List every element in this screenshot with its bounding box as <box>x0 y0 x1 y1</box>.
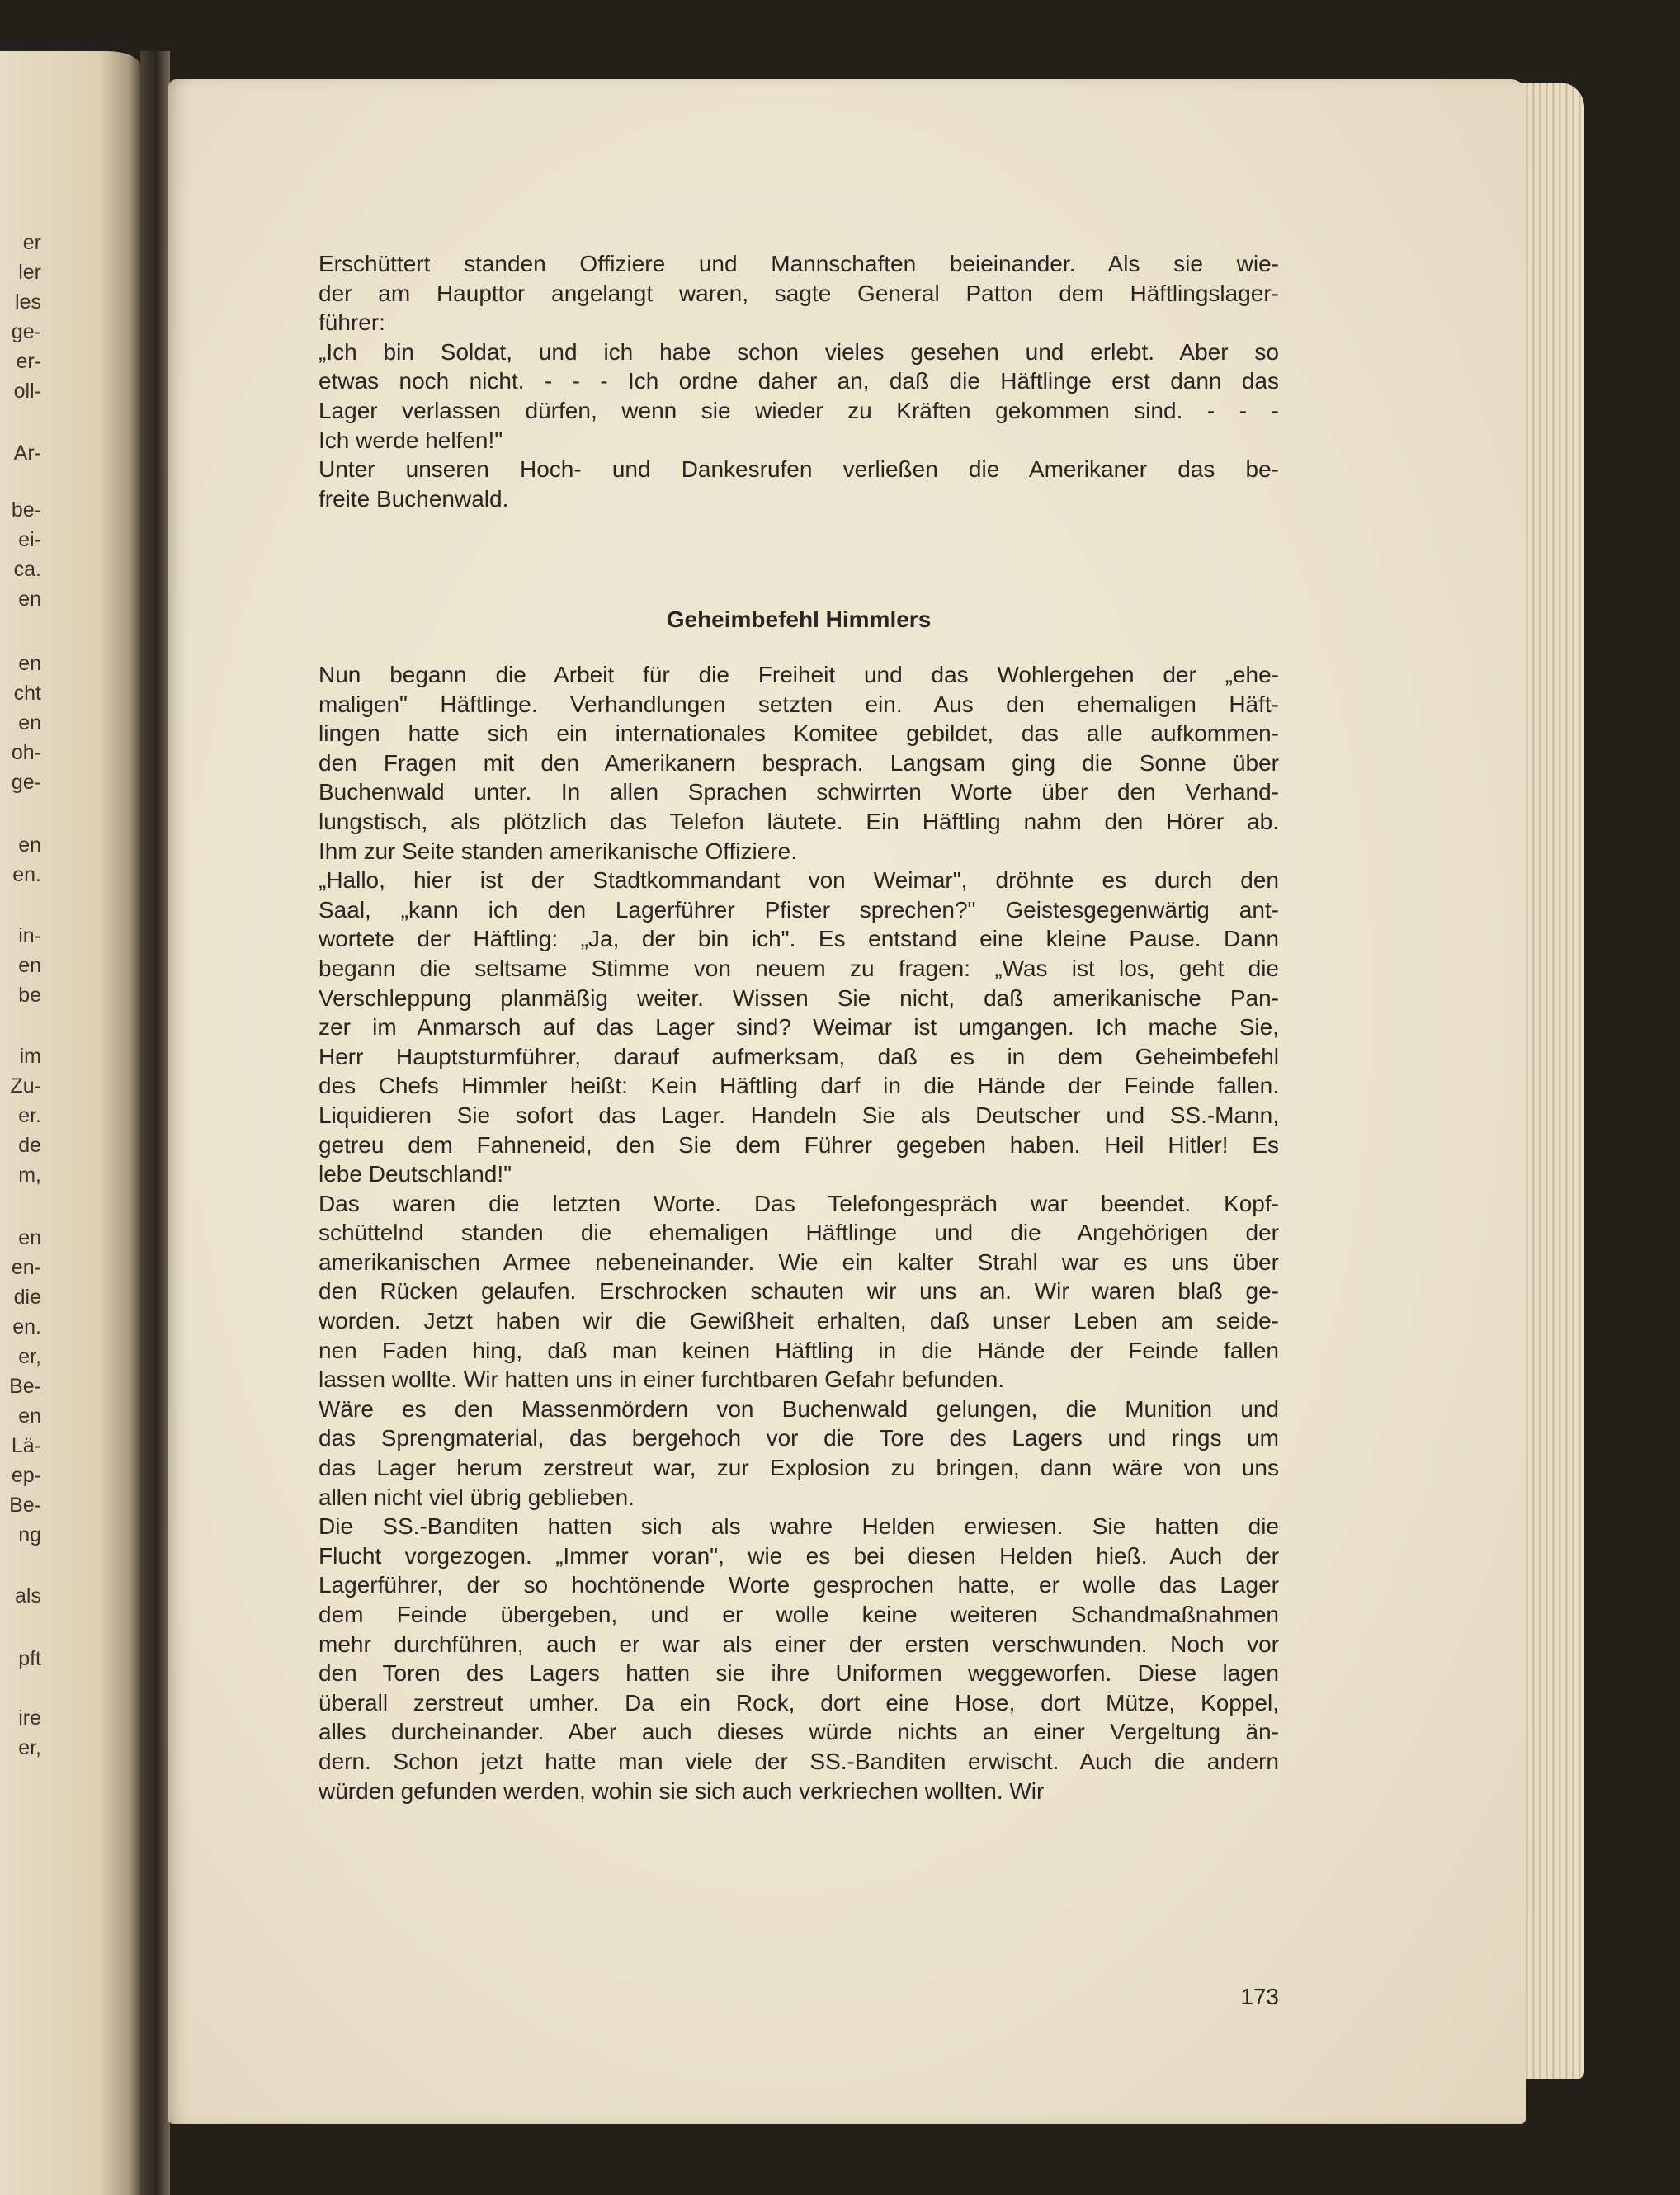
left-page-text-fragment: als <box>15 1584 41 1607</box>
text-line: „Ich bin Soldat, und ich habe schon vieles gesehen und erlebt. Aber so <box>319 338 1279 365</box>
text-line: Ihm zur Seite standen amerikanische Offiziere. <box>319 838 797 864</box>
text-line: schüttelnd standen die ehemaligen Häftlinge und die Angehörigen der <box>319 1220 1279 1246</box>
left-page-text-fragment: in- <box>18 924 41 947</box>
left-page-text-fragment: er <box>22 231 41 254</box>
left-page-text-fragment: Be- <box>9 1494 41 1517</box>
paragraph <box>319 1512 1279 1806</box>
text-line: lingen hatte sich ein internationales Komitee gebildet, das alle aufkommen- <box>319 720 1279 747</box>
left-page-text-fragment: de <box>18 1134 41 1157</box>
text-line: den Rücken gelaufen. Erschrocken schauten wir uns an. Wir waren blaß ge- <box>319 1278 1279 1305</box>
left-page-text-fragment: en <box>18 833 41 857</box>
left-page-text-fragment: en <box>18 652 41 675</box>
paragraph <box>319 660 1279 866</box>
text-line: lassen wollte. Wir hatten uns in einer furchtbaren Gefahr befunden. <box>319 1367 1005 1393</box>
section-heading: Geheimbefehl Himmlers <box>666 607 932 632</box>
left-page-text-fragment: ire <box>18 1706 41 1730</box>
text-line: etwas noch nicht. - - - Ich ordne daher an, daß die Häftlinge erst dann das <box>319 368 1279 394</box>
left-page-text-fragment: er. <box>18 1104 41 1127</box>
left-page-text-fragment: Zu- <box>10 1074 41 1098</box>
book-gutter <box>140 51 170 2195</box>
text-line: „Hallo, hier ist der Stadtkommandant von Weimar", dröhnte es durch den <box>319 867 1279 894</box>
text-line: Erschüttert standen Offiziere und Mannschaften beieinander. Als sie wie- <box>319 251 1279 276</box>
text-line: Flucht vorgezogen. „Immer voran", wie es bei diesen Helden hieß. Auch der <box>319 1542 1279 1569</box>
paragraph <box>319 455 1279 513</box>
text-line: Wäre es den Massenmördern von Buchenwald gelungen, die Munition und <box>319 1395 1279 1422</box>
left-page-text-fragment: be- <box>11 498 41 522</box>
left-page-text-fragment: er, <box>18 1345 41 1368</box>
text-line: Unter unseren Hoch- und Dankesrufen verließen die Amerikaner das be- <box>319 456 1279 483</box>
text-line: Lagerführer, der so hochtönende Worte gesprochen hatte, er wolle das Lager <box>319 1572 1279 1598</box>
left-page-text-fragment: ng <box>18 1523 41 1546</box>
paragraph <box>319 338 1279 455</box>
text-line: wortete der Häftling: „Ja, der bin ich". Es entstand eine kleine Pause. Dann <box>319 926 1279 952</box>
left-page-text-fragment: m, <box>18 1164 41 1187</box>
left-page-text-fragment: en. <box>12 863 41 886</box>
left-page-text-fragment: en- <box>11 1256 41 1279</box>
text-line: allen nicht viel übrig geblieben. <box>319 1484 635 1510</box>
paragraph <box>319 249 1279 338</box>
left-page-text-fragment: Lä- <box>11 1434 41 1457</box>
left-page-text-fragment: be <box>18 984 41 1007</box>
paragraph <box>319 866 1279 1189</box>
text-line: nen Faden hing, daß man keinen Häftling in die Hände der Feinde fallen <box>319 1337 1279 1363</box>
left-page-text-fragment: er, <box>18 1736 41 1759</box>
text-line: Herr Hauptsturmführer, darauf aufmerksam, daß es in dem Geheimbefehl <box>319 1043 1279 1069</box>
left-page-text-fragment: en <box>18 588 41 611</box>
text-line: der am Haupttor angelangt waren, sagte General Patton dem Häftlingslager- <box>319 280 1279 306</box>
text-line: getreu dem Fahneneid, den Sie dem Führer gegeben haben. Heil Hitler! Es <box>319 1131 1279 1158</box>
left-page-text-fragment: ge- <box>11 771 41 794</box>
text-line: dem Feinde übergeben, und er wolle keine weiteren Schandmaßnahmen <box>319 1602 1279 1627</box>
left-page-text-fragment: pft <box>18 1647 41 1670</box>
text-line: maligen" Häftlinge. Verhandlungen setzten ein. Aus den ehemaligen Häft- <box>319 691 1279 717</box>
text-line: Verschleppung planmäßig weiter. Wissen Sie nicht, daß amerikanische Pan- <box>319 984 1279 1011</box>
page-number: 173 <box>1240 1984 1279 2009</box>
text-line: Saal, „kann ich den Lagerführer Pfister sprechen?" Geistesgegenwärtig ant- <box>319 896 1279 923</box>
text-line: Nun begann die Arbeit für die Freiheit und das Wohlergehen der „ehe- <box>319 662 1279 687</box>
text-line: amerikanischen Armee nebeneinander. Wie ein kalter Strahl war es uns über <box>319 1249 1279 1275</box>
left-page-text-fragment: en. <box>12 1315 41 1338</box>
left-page-text-fragment: les <box>15 290 41 314</box>
left-page-text-fragment: die <box>13 1286 41 1309</box>
left-page-text-fragment: ei- <box>18 528 41 551</box>
text-line: Liquidieren Sie sofort das Lager. Handeln Sie als Deutscher und SS.-Mann, <box>319 1102 1279 1128</box>
text-line: lungstisch, als plötzlich das Telefon läutete. Ein Häftling nahm den Hörer ab. <box>319 808 1279 834</box>
left-page-text-fragment: cht <box>13 682 41 705</box>
text-line: Buchenwald unter. In allen Sprachen schwirrten Worte über den Verhand- <box>319 779 1279 805</box>
left-page-text-fragment: oll- <box>13 380 41 403</box>
text-line: Ich werde helfen!" <box>319 427 503 453</box>
text-line: Lager verlassen dürfen, wenn sie wieder zu Kräften gekommen sind. - - - <box>319 397 1279 423</box>
text-line: den Fragen mit den Amerikanern besprach. Langsam ging die Sonne über <box>319 749 1279 776</box>
text-line: mehr durchführen, auch er war als einer der ersten verschwunden. Noch vor <box>319 1631 1279 1657</box>
text-line: freite Buchenwald. <box>319 485 509 512</box>
intro-text <box>319 249 1279 513</box>
left-page-text-fragment: er- <box>16 350 41 373</box>
text-line: das Sprengmaterial, das bergehoch vor die Tore des Lagers und rings um <box>319 1425 1279 1452</box>
text-line: dern. Schon jetzt hatte man viele der SS.-Banditen erwischt. Auch die andern <box>319 1748 1279 1774</box>
text-line: alles durcheinander. Aber auch dieses würde nichts an einer Vergeltung än- <box>319 1719 1279 1745</box>
left-page-text-fragment: ca. <box>13 558 41 581</box>
text-line: Das waren die letzten Worte. Das Telefongespräch war beendet. Kopf- <box>319 1190 1279 1216</box>
left-page-text-fragment: ler <box>18 261 41 284</box>
left-page-text-fragment: ge- <box>11 320 41 343</box>
text-line: überall zerstreut umher. Da ein Rock, dort eine Hose, dort Mütze, Koppel, <box>319 1689 1279 1716</box>
left-facing-page <box>0 51 140 2195</box>
left-page-text-fragment: ep- <box>11 1464 41 1487</box>
left-page-text-fragment: en <box>18 954 41 977</box>
text-line: würden gefunden werden, wohin sie sich auch verkriechen wollten. Wir <box>319 1777 1045 1804</box>
left-page-text-fragment: oh- <box>11 741 41 764</box>
text-line: lebe Deutschland!" <box>319 1161 512 1187</box>
text-line: begann die seltsame Stimme von neuem zu fragen: „Was ist los, geht die <box>319 955 1279 981</box>
left-page-text-fragment: en <box>18 711 41 734</box>
text-line: den Toren des Lagers hatten sie ihre Uniformen weggeworfen. Diese lagen <box>319 1660 1279 1687</box>
text-line: das Lager herum zerstreut war, zur Explosion zu bringen, dann wäre von uns <box>319 1455 1279 1481</box>
text-line: führer: <box>319 309 385 336</box>
paragraph <box>319 1395 1279 1512</box>
left-page-text-fragment: Ar- <box>13 441 41 465</box>
left-page-text-fragment: Be- <box>9 1375 41 1398</box>
left-page-text-fragment: en <box>18 1226 41 1249</box>
text-line: des Chefs Himmler heißt: Kein Häftling darf in die Hände der Feinde fallen. <box>319 1073 1279 1099</box>
paragraph <box>319 1189 1279 1395</box>
left-page-text-fragment: en <box>18 1404 41 1428</box>
body-text <box>319 660 1279 1806</box>
text-line: worden. Jetzt haben wir die Gewißheit erhalten, daß unser Leben am seide- <box>319 1308 1279 1334</box>
text-line: zer im Anmarsch auf das Lager sind? Weimar ist umgangen. Ich mache Sie, <box>319 1014 1279 1041</box>
text-line: Die SS.-Banditen hatten sich als wahre Helden erwiesen. Sie hatten die <box>319 1513 1279 1540</box>
left-page-text-fragment: im <box>19 1045 41 1068</box>
